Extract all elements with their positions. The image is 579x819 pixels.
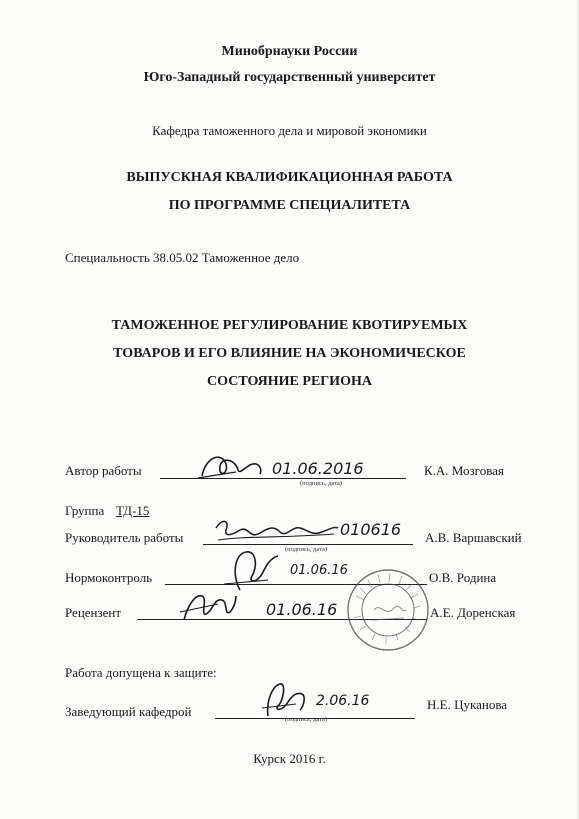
reviewer-name: А.Е. Доренская bbox=[430, 605, 516, 620]
admission-statement: Работа допущена к защите: bbox=[65, 665, 217, 680]
head-of-department-label: Заведующий кафедрой bbox=[65, 704, 192, 719]
author-label: Автор работы bbox=[65, 463, 142, 478]
head-of-department-signature-caption: (подпись, дата) bbox=[285, 716, 328, 723]
group-label: Группа bbox=[65, 503, 105, 518]
official-stamp bbox=[344, 566, 432, 654]
reviewer-signature bbox=[178, 586, 238, 626]
supervisor-signature bbox=[214, 516, 342, 548]
supervisor-date: 010616 bbox=[340, 520, 402, 539]
normcontrol-label: Нормоконтроль bbox=[65, 570, 153, 585]
normcontrol-date: 01.06.16 bbox=[290, 563, 348, 578]
supervisor-signature-caption: (подпись, дата) bbox=[285, 546, 328, 553]
thesis-title-line-1: ТАМОЖЕННОЕ РЕГУЛИРОВАНИЕ КВОТИРУЕМЫХ bbox=[111, 318, 468, 333]
author-date: 01.06.2016 bbox=[272, 459, 364, 478]
reviewer-label: Рецензент bbox=[65, 605, 122, 620]
department-name: Кафедра таможенного дела и мировой экономики bbox=[152, 123, 427, 138]
group-value: ТД-15 bbox=[116, 503, 150, 518]
author-signature bbox=[196, 450, 266, 484]
supervisor-label: Руководитель работы bbox=[65, 530, 184, 545]
normcontrol-name: О.В. Родина bbox=[429, 570, 497, 585]
thesis-title-line-2: ТОВАРОВ И ЕГО ВЛИЯНИЕ НА ЭКОНОМИЧЕСКОЕ bbox=[113, 346, 466, 361]
work-type-line-1: ВЫПУСКНАЯ КВАЛИФИКАЦИОННАЯ РАБОТА bbox=[126, 170, 453, 185]
specialty: Специальность 38.05.02 Таможенное дело bbox=[65, 250, 300, 265]
ministry-name: Минобрнауки России bbox=[221, 44, 358, 59]
author-signature-caption: (подпись, дата) bbox=[300, 480, 343, 487]
city-year: Курск 2016 г. bbox=[253, 751, 326, 766]
head-of-department-name: Н.Е. Цуканова bbox=[427, 697, 508, 712]
supervisor-name: А.В. Варшавский bbox=[425, 530, 522, 545]
work-type-line-2: ПО ПРОГРАММЕ СПЕЦИАЛИТЕТА bbox=[168, 198, 411, 213]
author-name: К.А. Мозговая bbox=[424, 463, 504, 478]
thesis-title-line-3: СОСТОЯНИЕ РЕГИОНА bbox=[207, 374, 372, 389]
reviewer-date: 01.06.16 bbox=[266, 600, 338, 619]
head-of-department-date: 2.06.16 bbox=[316, 693, 370, 709]
university-name: Юго-Западный государственный университет bbox=[143, 70, 436, 85]
